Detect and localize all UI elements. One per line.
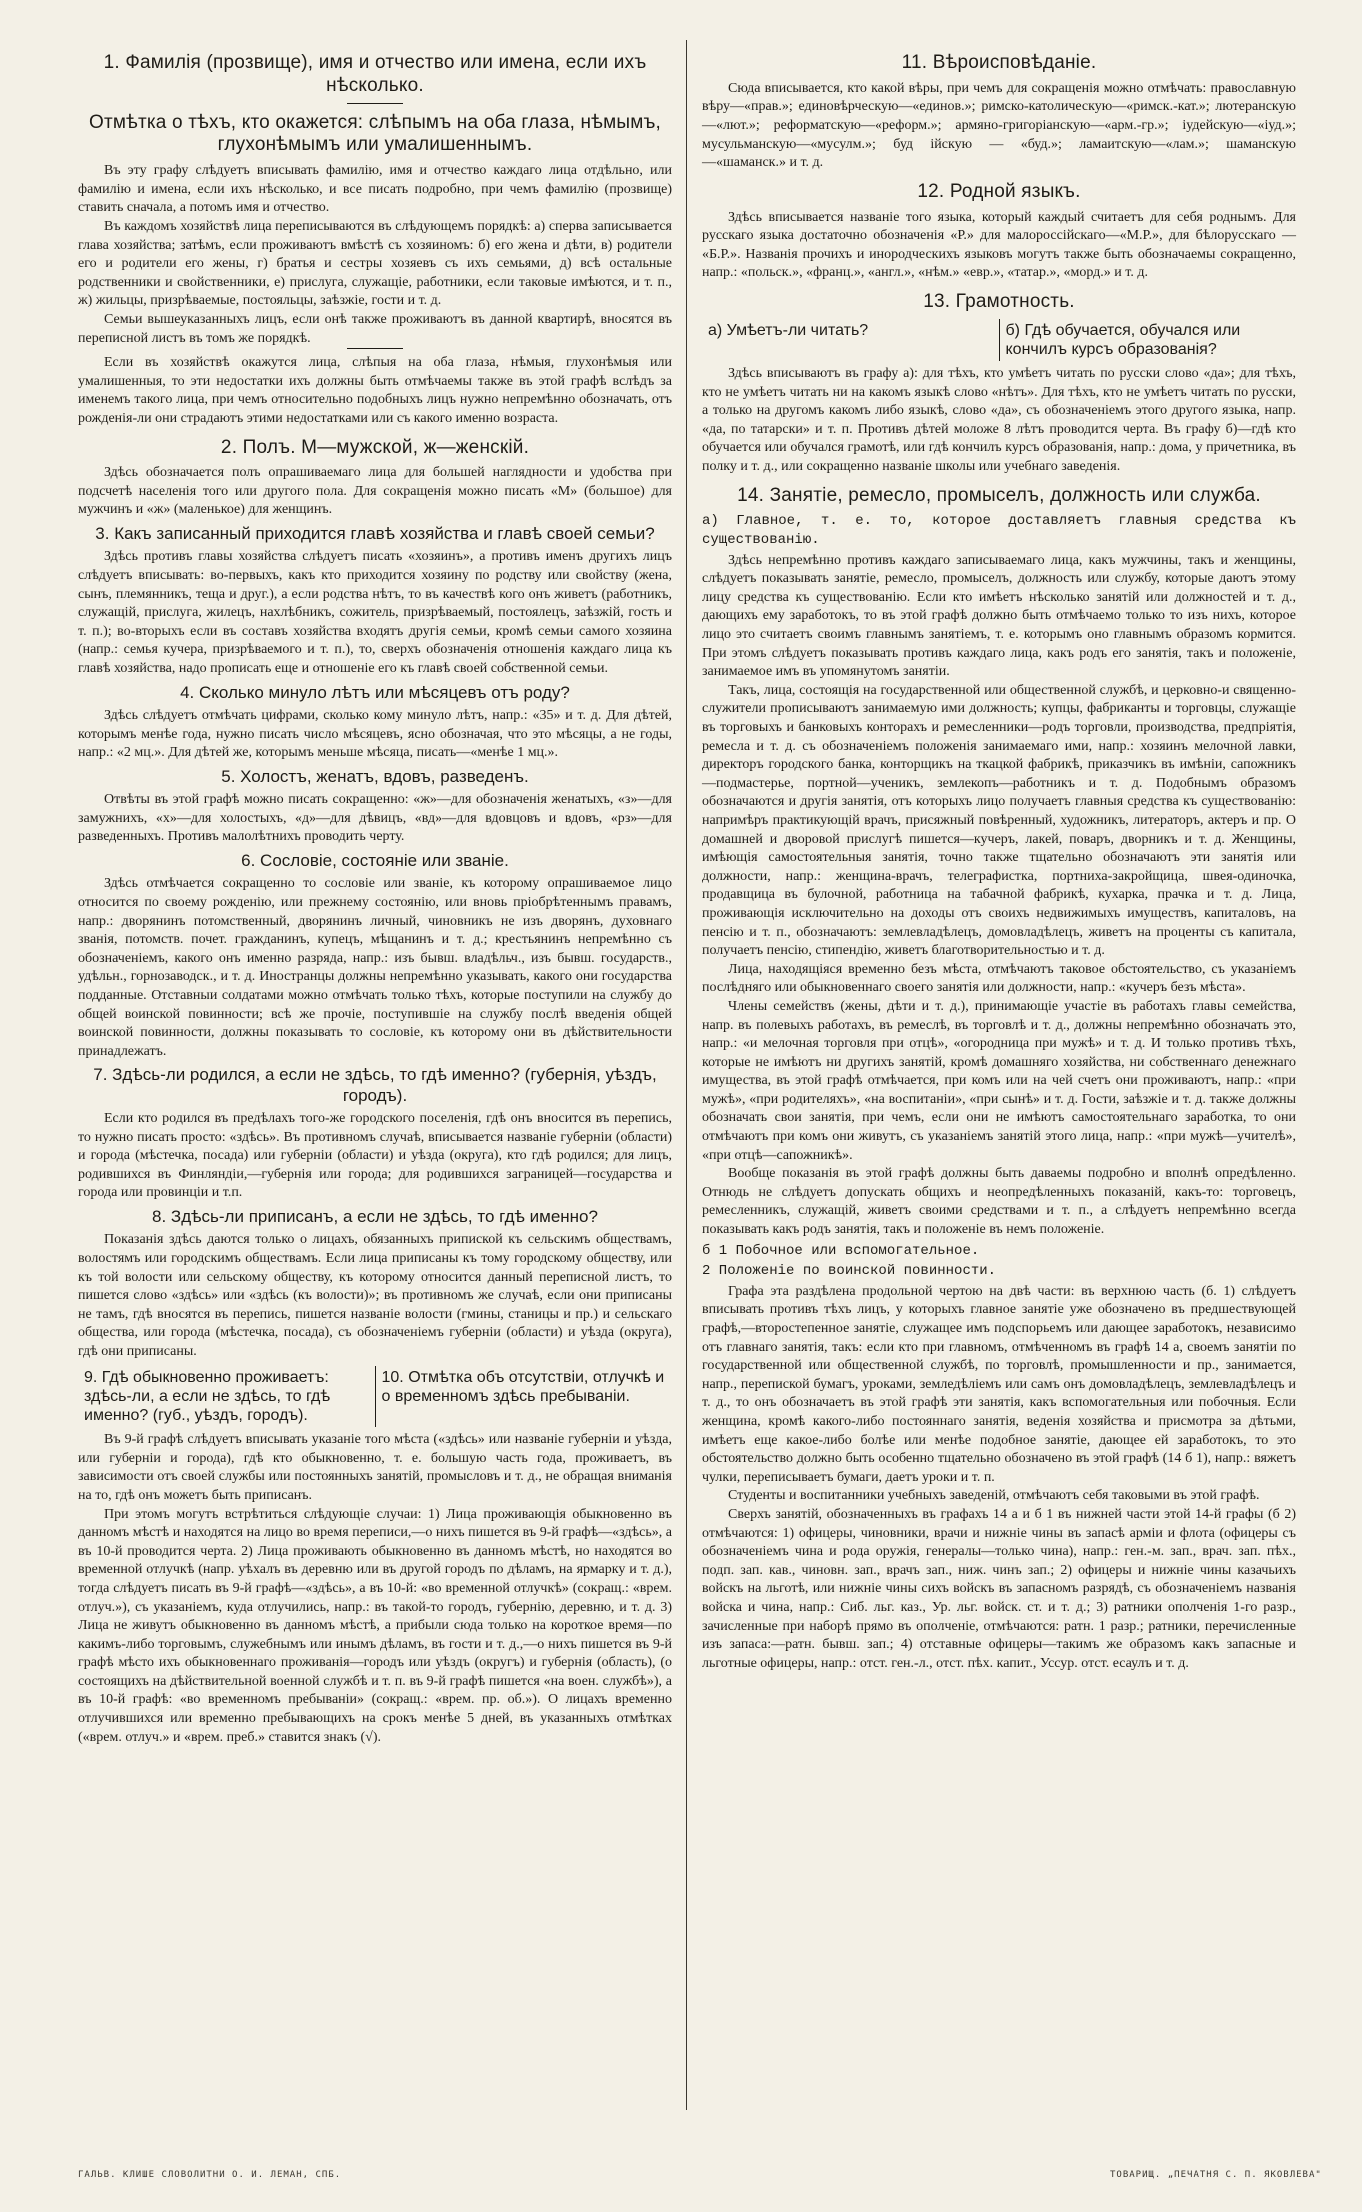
- section-13-subheadings: [702, 319, 1296, 361]
- section-14-heading: 14. Занятіе, ремесло, промыселъ, должность или служба.: [737, 484, 1261, 506]
- section-11-heading: 11. Вѣроисповѣданіе.: [901, 52, 1097, 73]
- section-6-paragraph: Здѣсь отмѣчается сокращенно то сословіе или званіе, къ которому опрашиваемое лицо относится по своему рожденію, или прежнему состоянію, или вновь пріобрѣтеннымъ правамъ, напр.: дворянинъ потомственный, дворянинъ личный, чиновникъ не изъ дворянъ, духовнаго званія, потомств. почет. гражданинъ, купецъ, мѣщанинъ и т. д.; крестьянинъ непремѣнно съ обозначеніемъ, какого онъ именно разряда, напр.: изъ бывш. владѣльч., изъ бывш. государств., удѣльн., горнозаводск., и т. д. Иностранцы должны непремѣнно указывать, какого они государства подданные. Отставныи солдатами можно отмѣчать только тѣхъ, которые поступили на службу до общей воинской повинности; всѣ же прочіе, поступившіе на службу послѣ введенія общей воинской повинности, должны показывать то сословіе, къ которому они въ дѣйствительности принадлежатъ.: [78, 876, 672, 1059]
- section-12-paragraph: Здѣсь вписывается названіе того языка, который каждый считаетъ для себя роднымъ. Для русскаго языка достаточно обозначенія «Р.» для малороссійскаго—«М.Р.», для бѣлорусскаго — «Б.Р.». Названія прочихъ и инородческихъ языковъ могутъ также быть обозначаемы сокращенно, напр.: «польск.», «франц.», «англ.», «нѣм.» «евр.», «татар.», «морд.» и т. д.: [702, 209, 1296, 281]
- section-2-heading: 2. Полъ. М—мужской, ж—женскій.: [220, 436, 530, 458]
- section-14-paragraph: Лица, находящіяся временно безъ мѣста, отмѣчаютъ таковое обстоятельство, съ указаніемъ послѣдняго или обыкновеннаго своего занятія или должности, напр.: «кучеръ безъ мѣста».: [702, 961, 1296, 996]
- section-14b2-subheading: 2 Положеніе по воинской повинности.: [702, 1263, 997, 1280]
- section-5-paragraph: Отвѣты въ этой графѣ можно писать сокращенно: «ж»—для обозначенія женатыхъ, «з»—для замужнихъ, «х»—для холостыхъ, «д»—для дѣвицъ, «вд»—для вдовцовъ и вдовъ, «рз»—для разведенныхъ. Противъ малолѣтнихъ проводить черту.: [78, 792, 672, 845]
- section-8-heading: 8. Здѣсь-ли приписанъ, а если не здѣсь, то гдѣ именно?: [152, 1207, 598, 1227]
- printer-credit-left: ГАЛЬВ. КЛИШЕ СЛОВОЛИТНИ О. И. ЛЕМАН, СПБ.: [78, 2170, 342, 2180]
- section-3-paragraph: Здѣсь противъ главы хозяйства слѣдуетъ писать «хозяинъ», а противъ именъ другихъ лицъ слѣдуетъ вписывать: во-первыхъ, какъ кто приходится хозяину по родству или свойству (жена, сынъ, племянникъ, теща и друг.), а если родства нѣтъ, то въ качествѣ кого онъ живетъ (работникъ, служащій, прислуга, жилецъ, нахлѣбникъ, сожитель, призрѣваемый, постоялецъ, заѣзжій, гость и т. п.); во-вторыхъ если въ составъ хозяйства входятъ другія семьи, кромѣ семьи самого хозяина (напр.: семья кучера, призрѣваемого и т. п.), то, сверхъ обозначенія отношенія каждаго лица къ главѣ хозяйства, надо прописать еще и отношеніе его къ главѣ своей собственной семьи.: [78, 549, 672, 677]
- section-14a-subheading: а) Главное, т. е. то, которое доставляетъ главныя средства къ существованію.: [702, 513, 1296, 549]
- section-14-paragraph: Такъ, лица, состоящія на государственной или общественной службѣ, и церковно-и священно-служители прописываютъ занимаемую ими должность; купцы, фабриканты и торговцы, служащіе въ торговыхъ и банковыхъ конторахъ и ремесленники—родъ торговли, производства, предпріятія, ремесла и т. д. съ обозначеніемъ положенія занимаемаго ими, напр.: хозяинъ мелочной лавки, директоръ городского банка, конторщикъ на ткацкой фабрикѣ, приказчикъ въ имѣніи, сапожникъ—подмастерье, портной—ученикъ, землекопъ—работникъ и т. д. Подобнымъ образомъ обозначаются и другія занятія, отъ которыхъ лицо получаетъ главныя средства къ существованію: напримѣръ практикующій врачъ, присяжный повѣренный, художникъ, литераторъ, актеръ и пр. О домашней и дворовой прислугѣ пишется—кучеръ, лакей, поваръ, дворникъ и т. д. Женщины, имѣющія самостоятельныя занятія, точно также тщательно обозначаютъ эти занятія или должности, напр.: женщина-врачъ, телеграфистка, портниха-закройщица, швея-одиночка, продавщица въ булочной, работница на табачной фабрикѣ, кухарка, прачка и т. д. Лица, проживающія исключительно на доходы отъ своихъ недвижимыхъ имуществъ, капиталовъ, на пенсію и т. п., обозначаютъ: землевладѣлецъ, домовладѣлецъ, живетъ на проценты съ капитала, получаетъ пенсію, стипендію, живетъ благотворительностью и т. д.: [702, 682, 1296, 959]
- section-10-heading: 10. Отмѣтка объ отсутствіи, отлучкѣ и о временномъ здѣсь пребываніи.: [381, 1368, 665, 1405]
- divider: [347, 103, 403, 104]
- section-14-paragraph: Здѣсь непремѣнно противъ каждаго записываемаго лица, какъ мужчины, такъ и женщины, слѣдуетъ показывать занятіе, ремесло, промыселъ, должность или службу, которые даютъ этому лицу средства къ существованію. Если кто имѣетъ нѣсколько занятій или должностей и т. д., дающихъ ему заработокъ, то въ этой графѣ должно быть отмѣчаемо только то изъ нихъ, которое лицо это считаетъ своимъ главнымъ занятіемъ, т. е. которымъ оно главнымъ образомъ кормится. При этомъ слѣдуетъ показывать противъ каждаго лица, какъ родъ его занятія, такъ и положеніе, занимаемое имъ въ упомянутомъ занятіи.: [702, 552, 1296, 680]
- section-14b-paragraph: Сверхъ занятій, обозначенныхъ въ графахъ 14 а и б 1 въ нижней части этой 14-й графы (б 2) отмѣчаются: 1) офицеры, чиновники, врачи и нижніе чины въ запасѣ арміи и флота (офицеры съ обозначеніемъ чина и рода оружія, генералы—только чина), напр.: ген.-м. зап., врач. зап. пѣх., подп. зап. кав., чиновн. зап., врачъ зап., ниж. чинъ зап.; 2) офицеры и нижніе чины казачьихъ войскъ на льготѣ, или нижніе чины сихъ войскъ въ запасномъ разрядѣ, съ обозначеніемъ названія войска и чина, напр.: Сиб. льг. каз., Ур. льг. войск. ст. и т. д.; 3) ратники ополченія 1-го разр., зачисленные при наборѣ прямо въ ополченіе, отмѣчаются: ратн. 1 разр.; ратники, перечисленные изъ запаса:—ратн. бывш. зап.; 4) отставные офицеры—такимъ же образомъ какъ запасные и льготные офицеры, напр.: отст. ген.-л., отст. пѣх. капит., Уссур. отст. есаулъ и т. д.: [702, 1506, 1296, 1671]
- left-column: [78, 44, 672, 1747]
- section-1-heading: 1. Фамилія (прозвище), имя и отчество или имена, если ихъ нѣсколько.: [103, 52, 647, 96]
- section-1-paragraph: Въ каждомъ хозяйствѣ лица переписываются въ слѣдующемъ порядкѣ: а) сперва записывается глава хозяйства; затѣмъ, если проживаютъ вмѣстѣ съ хозяиномъ: б) его жена и дѣти, в) родители его и родители его жены, г) братья и сестры хозяевъ съ ихъ семьями, д) всѣ остальные родственники и свойственники, е) прислуга, служащіе, работники, если таковые имѣются, и т. п., ж) жильцы, призрѣваемые, постояльцы, заѣзжіе, гости и т. д.: [78, 218, 672, 309]
- right-column: [702, 44, 1296, 1673]
- section-9-heading: 9. Гдѣ обыкновенно проживаетъ: здѣсь-ли, а если не здѣсь, то гдѣ именно? (губ., уѣздъ, городъ).: [84, 1368, 331, 1424]
- section-9-10-heading-row: [78, 1366, 672, 1428]
- section-14-paragraph: Вообще показанія въ этой графѣ должны быть даваемы подробно и вполнѣ опредѣленно. Отнюдь не слѣдуетъ допускать общихъ и неопредѣленныхъ показаній, какъ-то: торговецъ, ремесленникъ, служащій, живетъ своими средствами и т. п., а слѣдуетъ непремѣнно всегда показывать какъ родъ занятія, такъ и положеніе въ немъ положеніе.: [702, 1166, 1296, 1238]
- section-7-paragraph: Если кто родился въ предѣлахъ того-же городского поселенія, гдѣ онъ вносится въ перепись, то нужно писать просто: «здѣсь». Въ противномъ случаѣ, вписывается названіе губерніи (области) и города (мѣстечка, посада) или губерніи (области) и уѣзда (округа), кто гдѣ родился; для лицъ, родившихся въ Финляндіи,—губернія или города; для родившихся заграницей—государства и города или провинціи и т.п.: [78, 1111, 672, 1201]
- section-2-paragraph: Здѣсь обозначается полъ опрашиваемаго лица для большей наглядности и удобства при подсчетѣ населенія того или другого пола. Для сокращенія можно писать «М» (большое) для мужчинъ и «ж» (маленькое) для женщинъ.: [78, 465, 672, 518]
- section-12-heading: 12. Родной языкъ.: [917, 180, 1081, 202]
- section-1b-heading: Отмѣтка о тѣхъ, кто окажется: слѣпымъ на оба глаза, нѣмымъ, глухонѣмымъ или умалишеннымъ.: [88, 111, 662, 156]
- section-13b-heading: б) Гдѣ обучается, обучался или кончилъ курсъ образованія?: [1005, 321, 1241, 358]
- section-14-paragraph: Члены семействъ (жены, дѣти и т. д.), принимающіе участіе въ работахъ главы семейства, напр. въ полевыхъ работахъ, въ ремеслѣ, въ торговлѣ и т. д., должны непремѣнно обозначать это, напр.: «и мелочная торговля при отцѣ», «огородница при мужѣ» и т. д. И только противъ тѣхъ, которые не имѣютъ ни другихъ занятій, кромѣ домашняго хозяйства, ни собственнаго денежнаго имущества, въ этой графѣ отмѣчается, при комъ или на чей счетъ они проживаютъ, напр.: «при мужѣ», «при родителяхъ», «на воспитаніи», «при сынѣ» и т. д. Гости, заѣзжіе и т. д. также должны обозначать свои занятія, при чемъ, если они не имѣютъ самостоятельнаго заработка, то они отмѣчаютъ при комъ они живутъ, съ указаніемъ занятій этого лица, напр.: «при мужѣ—учителѣ», «при отцѣ—сапожникѣ».: [702, 998, 1296, 1163]
- section-5-heading: 5. Холостъ, женатъ, вдовъ, разведенъ.: [221, 766, 529, 786]
- section-13-heading: 13. Грамотность.: [923, 290, 1075, 312]
- section-14b-paragraph: Студенты и воспитанники учебныхъ заведеній, отмѣчаютъ себя таковыми въ этой графѣ.: [728, 1488, 1260, 1504]
- section-9-paragraph: Въ 9-й графѣ слѣдуетъ вписывать указаніе того мѣста («здѣсь» или названіе губерніи и уѣзда, или губерніи и города), гдѣ кто обыкновенно, т. е. большую часть года, проживаетъ, въ зависимости отъ своей службы или постоянныхъ занятій, промысловъ и т. д., не обращая вниманія на то, гдѣ онъ можетъ быть приписанъ.: [78, 1432, 672, 1503]
- section-4-heading: 4. Сколько минуло лѣтъ или мѣсяцевъ отъ роду?: [180, 682, 570, 702]
- section-3-heading: 3. Какъ записанный приходится главѣ хозяйства и главѣ своей семьи?: [95, 524, 655, 544]
- section-14b1-subheading: б 1 Побочное или вспомогательное.: [702, 1242, 980, 1259]
- section-7-heading: 7. Здѣсь-ли родился, а если не здѣсь, то гдѣ именно? (губернія, уѣздъ, городъ).: [93, 1065, 657, 1105]
- section-1-paragraph: Семьи вышеуказанныхъ лицъ, если онѣ также проживаютъ въ данной квартирѣ, вносятся въ переписной листъ въ томъ же порядкѣ.: [78, 311, 672, 346]
- divider: [347, 348, 403, 349]
- section-11-paragraph: Сюда вписывается, кто какой вѣры, при чемъ для сокращенія можно отмѣчать: православную вѣру—«прав.»; единовѣрческую—«единов.»; римско-католическую—«римск.-кат.»; лютеранскую—«лют.»; реформатскую—«реформ.»; армяно-григоріанскую—«арм.-гр.»; іудейскую—«іуд.»; мусульманскую—«мусулм.»; буд ійскую — «буд.»; ламаитскую—«лам.»; шаманскую—«шаманск.» и т. д.: [702, 80, 1296, 171]
- section-1-paragraph: Если въ хозяйствѣ окажутся лица, слѣпыя на оба глаза, нѣмыя, глухонѣмыя или умалишенныя, то эти недостатки ихъ должны быть отмѣчаемы также въ этой графѣ вслѣдъ за именемъ такого лица, при чемъ относительно подобныхъ лицъ нужно непремѣнно обозначать, отъ рожденія-ли они страдаютъ этими недостатками или съ какого именно возраста.: [78, 355, 672, 426]
- section-4-paragraph: Здѣсь слѣдуетъ отмѣчать цифрами, сколько кому минуло лѣтъ, напр.: «35» и т. д. Для дѣтей, которымъ менѣе года, нужно писать число мѣсяцевъ, ясно обозначая, что это мѣсяцы, а не годы, напр.: «2 мц.». Для дѣтей же, которымъ меньше мѣсяца, писать—«менѣе 1 мц.».: [78, 708, 672, 761]
- section-1-paragraph: Въ эту графу слѣдуетъ вписывать фамилію, имя и отчество каждаго лица отдѣльно, или фамилію и имена, если ихъ нѣсколько, и все писать подробно, при чемъ фамилію (прозвище) ставить сначала, а потомъ имя и отчество.: [78, 163, 672, 216]
- printer-credit-right: ТОВАРИЩ. „ПЕЧАТНЯ С. П. ЯКОВЛЕВА": [1110, 2170, 1322, 2180]
- section-8-paragraph: Показанія здѣсь даются только о лицахъ, обязанныхъ припиской къ сельскимъ обществамъ, волостямъ или городскимъ обществамъ. Если лица приписаны къ тому городскому обществу, или къ той волости или сельскому обществу, къ которому относится данный переписной листъ, то пишется слово «здѣсь» или «здѣсь (къ волости)»; въ противномъ же случаѣ, если они приписаны не тамъ, гдѣ вносятся въ перепись, пишется названіе волости (гмины, станицы и пр.) и сельскаго общества, или города (мѣстечка, посада), съ обозначеніемъ губерніи (области) и уѣзда (округа), гдѣ они приписаны.: [78, 1232, 672, 1359]
- section-14b-paragraph: Графа эта раздѣлена продольной чертою на двѣ части: въ верхнюю часть (б. 1) слѣдуетъ вписывать противъ тѣхъ лицъ, у которыхъ главное занятіе уже обозначено въ предшествующей графѣ,—второстепенное занятіе, служащее имъ подспорьемъ или дающее заработокъ, независимо отъ главнаго занятія, такъ: если кто при главномъ, отмѣченномъ въ графѣ 14 а, своемъ занятіи по государственной или общественной службѣ, по торговлѣ, промышленности и пр., занимается, напр., перепиской бумагъ, уроками, земледѣліемъ или самъ онъ домовладѣлецъ, землевладѣлецъ и т. д., то онъ обозначаетъ въ этой графѣ эти занятія, какъ вспомогательныя или побочныя. Если женщина, кромѣ какого-либо постояннаго занятія, веденія хозяйства и присмотра за дѣтьми, имѣетъ еще какое-либо болѣе или менѣе подобное занятіе, дающее ей заработокъ, то это обстоятельство должно быть особенно тщательно обозначено въ этой графѣ (14 б 1), напр.: вяжетъ чулки, переписываетъ бумаги, даетъ уроки и т. п.: [702, 1283, 1296, 1485]
- section-6-heading: 6. Сословіе, состояніе или званіе.: [241, 850, 509, 870]
- section-13-paragraph: Здѣсь вписываютъ въ графу а): для тѣхъ, кто умѣетъ читать по русски слово «да»; для тѣхъ, кто не умѣетъ читать ни на какомъ языкѣ слово «нѣтъ». Для тѣхъ, кто не умѣетъ читать по русски, а только на другомъ какомъ либо языкѣ, слово «да», съ обозначеніемъ этого другого языка, напр. «да, по татарски» и т. п. Противъ дѣтей моложе 8 лѣтъ проводится черта. Въ графу б)—гдѣ кто обучается или обучался грамотѣ, или гдѣ кончилъ курсъ образованія, напр.: дома, у причетника, въ полку и т. д., или сокращенно названіе школы или учебнаго заведенія.: [702, 366, 1296, 475]
- section-9-paragraph: При этомъ могутъ встрѣтиться слѣдующіе случаи: 1) Лица проживающія обыкновенно въ данномъ мѣстѣ и находятся на лицо во время переписи,—о нихъ пишется въ 9-й графѣ—«здѣсь», а въ 10-й проводится черта. 2) Лица проживають обыкновенно въ данномъ мѣстѣ, но находятся во временной отлучкѣ (напр. уѣхалъ въ деревню или въ другой городъ по дѣламъ, на ярмарку и т. д.), тогда слѣдуетъ писать въ 9-й графѣ—«здѣсь», а въ 10-й: «во временной отлучкѣ» (сокращ.: «врем. отлуч.»), съ указаніемъ, куда отлучились, напр.: въ такой-то городъ, губернію, деревню, и т. д. 3) Лица не живутъ обыкновенно въ данномъ мѣстѣ, а прибыли сюда только на короткое время—по какимъ-либо торговымъ, служебнымъ или инымъ дѣламъ, въ гости и т. д.,—о нихъ пишется въ 9-й графѣ мѣсто ихъ обыкновеннаго проживанія—городъ или уѣздъ (округъ) и губернія (область), (о состоящихъ на дѣйствительной военной службѣ и т. п. въ 9-й графѣ пишется «на воен. службѣ»), а въ 10-й графѣ: «во временномъ пребываніи» (сокращ.: «врем. пр. об.»). О лицахъ временно отлучившихся или временно пребывающихъ на срокъ менѣе 5 дней, въ указанныхъ отмѣтках («врем. отлуч.» и «врем. преб.» ставится знакъ (√).: [78, 1506, 672, 1745]
- section-13a-heading: а) Умѣетъ-ли читать?: [708, 321, 869, 339]
- column-divider: [686, 40, 687, 2110]
